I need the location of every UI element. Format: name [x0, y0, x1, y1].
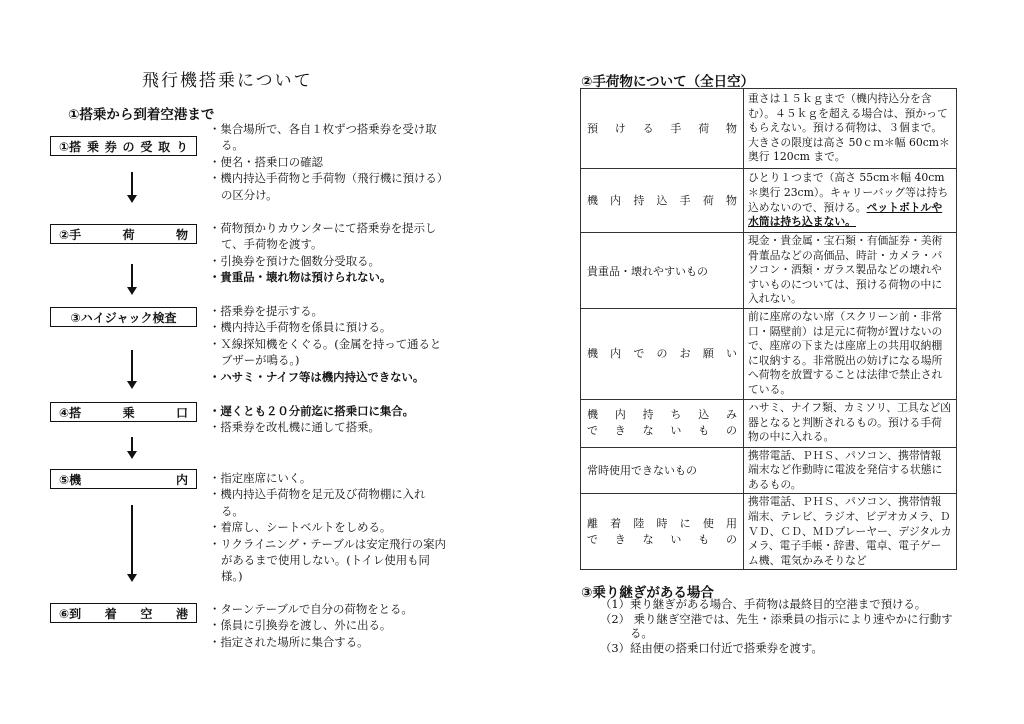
step-box-security-check: ③ハイジャック検査 — [50, 307, 197, 327]
note-text: ・指定座席にいく。 — [209, 471, 312, 485]
row-description: ひとり１つまで（高さ 55cm＊幅 40cm＊奥行 23cm）。キャリーバッグ等は持ち込めないので、預ける。ペットボトルや水筒は持ち込まない。 — [744, 169, 957, 233]
section-heading-baggage: ②手荷物について（全日空） — [581, 74, 755, 90]
row-label: 機内でのお願い — [581, 309, 744, 400]
table-row — [581, 309, 957, 400]
step-notes-arrival — [209, 601, 447, 650]
step-box-in-cabin: ⑤機 内 — [50, 469, 197, 489]
row-description: 前に座席のない席（スクリーン前・非常口・隔壁前）は足元に荷物が置けないので、座席の下または座席上の共用収納棚に収納する。非常脱出の妨げになる場所へ荷物を放置することは法律で禁止されている。 — [744, 309, 957, 400]
table-row — [581, 494, 957, 570]
note-text: ・機内持込手荷物を足元及び荷物棚に入れる。 — [209, 487, 426, 518]
step-box-arrival-airport: ⑥到 着 空 港 — [50, 603, 197, 623]
step-notes-security-check — [209, 303, 447, 385]
bold-warning-text: ペットボトルや水筒は持ち込まない。 — [748, 200, 943, 229]
arrow-down-icon — [131, 350, 133, 382]
row-label: 機内持ち込み できないもの — [581, 399, 744, 447]
table-row — [581, 89, 957, 169]
list-item: （3）経由便の搭乗口付近で搭乗券を渡す。 — [600, 640, 823, 655]
baggage-rules-table — [580, 88, 957, 570]
row-label: 預ける手荷物 — [581, 89, 744, 169]
step-notes-boarding-gate — [209, 403, 457, 436]
table-row — [581, 233, 957, 309]
note-text-bold: ・貴重品・壊れ物は預けられない。 — [209, 270, 392, 285]
table-row — [581, 447, 957, 494]
step-box-baggage: ②手 荷 物 — [50, 224, 197, 244]
arrow-down-icon — [131, 172, 133, 196]
table-row — [581, 169, 957, 233]
note-text: ・機内持込手荷物を係員に預ける。 — [209, 320, 392, 335]
note-text: ・リクライニング・テーブルは安定飛行の案内があるまで使用しない。(トイレ使用も同様。) — [209, 536, 446, 584]
row-label: 貴重品・壊れやすいもの — [581, 233, 744, 309]
row-description: 携帯電話、ＰＨＳ、パソコン、携帯情報端末、テレビ、ラジオ、ビデオカメラ、ＤＶＤ、ＣＤ、ＭＤプレーヤー、デジタルカメラ、電子手帳・辞書、電卓、電子ゲーム機、電気かみそりなど — [744, 494, 957, 570]
list-item: （2） 乗り継ぎ空港では、先生・添乗員の指示により速やかに行動する。 — [600, 611, 953, 641]
note-text: ・着席し、シートベルトをしめる。 — [209, 520, 392, 535]
step-notes-boarding-pass — [209, 121, 447, 203]
row-description: 携帯電話、ＰＨＳ、パソコン、携帯情報端末など作動時に電波を発信する状態にあるもの。 — [744, 447, 957, 494]
row-description: ハサミ、ナイフ類、カミソリ、工具など凶器となると判断されるもの。預ける手荷物の中に入れる。 — [744, 399, 957, 447]
note-text: ・荷物預かりカウンターにて搭乗券を提示して、手荷物を渡す。 — [209, 221, 437, 252]
table-row — [581, 399, 957, 447]
step-notes-in-cabin — [209, 470, 447, 585]
note-text: ・係員に引換券を渡し、外に出る。 — [209, 618, 392, 633]
arrow-down-icon — [131, 505, 133, 575]
note-text: ・便名・搭乗口の確認 — [209, 154, 323, 169]
note-text: ・ターンテーブルで自分の荷物をとる。 — [209, 602, 413, 616]
arrow-down-icon — [131, 264, 133, 288]
row-description: 現金・貴金属・宝石類・有価証券・美術骨董品などの高価品、時計・カメラ・パソコン・酒類・ガラス製品などの壊れやすいものについては、預ける荷物の中に入れない。 — [744, 233, 957, 309]
list-item: （1）乗り継ぎがある場合、手荷物は最終目的空港まで預ける。 — [600, 597, 927, 611]
row-label: 機内持込手荷物 — [581, 169, 744, 233]
note-text-bold: ・ハサミ・ナイフ等は機内持込できない。 — [209, 369, 425, 384]
note-text: ・Ｘ線探知機をくぐる。(金属を持って通るとブザーが鳴る。) — [209, 336, 442, 368]
row-label: 常時使用できないもの — [581, 447, 744, 494]
step-notes-baggage — [209, 220, 447, 286]
note-text: ・搭乗券を提示する。 — [209, 304, 323, 318]
note-text: ・引換券を預けた個数分受取る。 — [209, 253, 380, 268]
step-box-boarding-pass: ①搭 乗 券 の 受 取 り — [50, 136, 197, 156]
note-text: ・搭乗券を改札機に通して搭乗。 — [209, 420, 380, 435]
transfer-notes — [600, 597, 960, 655]
section-heading-transfer: ③乗り継ぎがある場合 — [581, 585, 714, 601]
arrow-down-icon — [131, 437, 133, 452]
page-title: 飛行機搭乗について — [142, 71, 313, 91]
section-heading-boarding: ①搭乗から到着空港まで — [68, 107, 215, 123]
note-text: ・指定された場所に集合する。 — [209, 634, 369, 649]
step-box-boarding-gate: ④搭 乗 口 — [50, 402, 197, 422]
note-text-bold: ・遅くとも２０分前迄に搭乗口に集合。 — [209, 404, 415, 418]
note-text: ・機内持込手荷物と手荷物（飛行機に預ける）の区分け。 — [209, 171, 443, 202]
row-label: 離着陸時に使用 できないもの — [581, 494, 744, 570]
row-description: 重さは１５ｋｇまで（機内持込分を含む）。４５ｋｇを超える場合は、預かってもらえない。預ける荷物は、３個まで。大きさの限度は高さ 50ｃｍ＊幅 60cm＊奥行 120cm まで。 — [744, 89, 957, 169]
note-text: ・集合場所で、各自１枚ずつ搭乗券を受け取る。 — [209, 122, 437, 153]
